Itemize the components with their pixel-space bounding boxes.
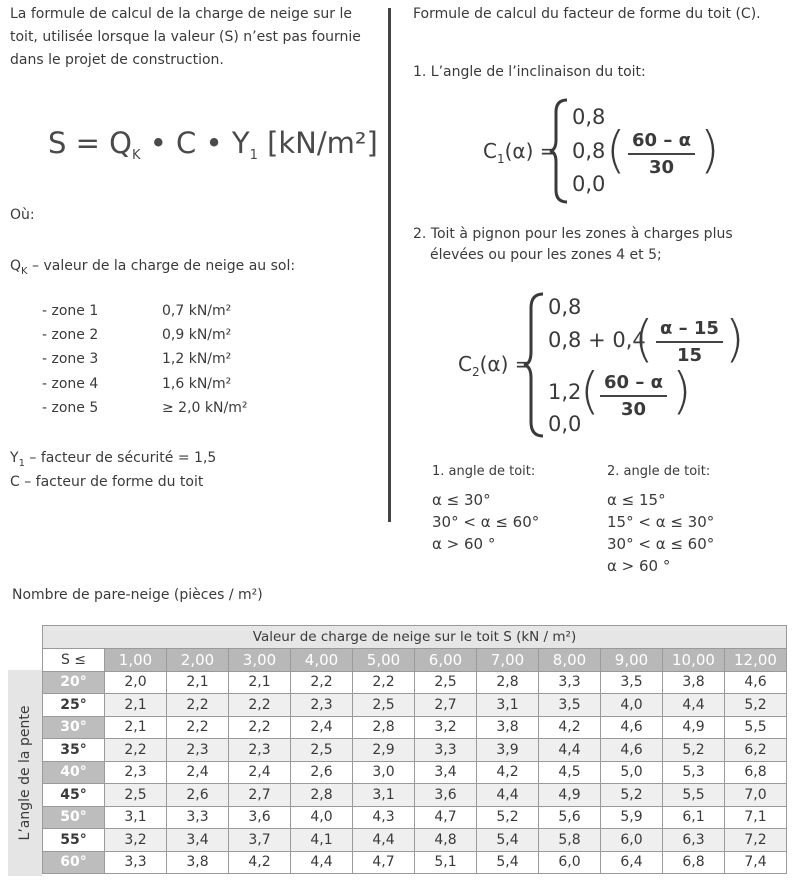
table-row (43, 784, 787, 807)
value-cell: 2,6 (167, 784, 229, 807)
c2-close-paren-2: ) (672, 362, 692, 420)
angle-cell: 20° (43, 671, 105, 694)
value-cell: 2,8 (291, 784, 353, 807)
column-header: 5,00 (353, 649, 415, 672)
ou-label: Où: (10, 207, 35, 223)
qk-definition (10, 255, 295, 283)
value-cell: 4,8 (415, 829, 477, 852)
angle-cell: 45° (43, 784, 105, 807)
value-cell: 6,8 (663, 851, 725, 874)
value-cell: 2,3 (291, 694, 353, 717)
value-cell: 5,4 (477, 829, 539, 852)
column-header: 8,00 (539, 649, 601, 672)
value-cell: 2,2 (291, 671, 353, 694)
value-cell: 2,2 (105, 739, 167, 762)
formula-1-sub: 1 (249, 148, 258, 163)
value-cell: 2,3 (105, 761, 167, 784)
value-cell: 2,1 (105, 716, 167, 739)
c1-lhs (483, 139, 557, 166)
value-cell: 2,5 (291, 739, 353, 762)
value-cell: 5,2 (725, 694, 787, 717)
column-header: 10,00 (663, 649, 725, 672)
c1-c: C (483, 139, 497, 163)
table-row (43, 671, 787, 694)
column-divider (388, 8, 391, 522)
y1-y: Y (10, 450, 19, 466)
c1-close-paren: ) (700, 121, 720, 179)
value-cell: 2,3 (167, 739, 229, 762)
c1-open-paren: ( (606, 121, 626, 179)
value-cell: 3,3 (539, 671, 601, 694)
value-cell: 6,2 (725, 739, 787, 762)
table-title: Valeur de charge de neige sur le toit S (kN / m²) (43, 626, 787, 649)
value-cell: 2,4 (229, 761, 291, 784)
value-cell: 4,4 (539, 739, 601, 762)
value-cell: 4,6 (601, 716, 663, 739)
item-2-line-2: élevées ou pour les zones 4 et 5; (430, 247, 662, 263)
value-cell: 7,0 (725, 784, 787, 807)
column-header: 12,00 (725, 649, 787, 672)
zone-label: - zone 1 (42, 303, 99, 319)
value-cell: 5,9 (601, 806, 663, 829)
c1-brace-icon (548, 98, 570, 204)
angle-cell: 60° (43, 851, 105, 874)
c1-denominator: 30 (648, 157, 674, 178)
value-cell: 6,4 (601, 851, 663, 874)
value-cell: 2,1 (105, 694, 167, 717)
zone-label: - zone 4 (42, 376, 99, 392)
value-cell: 5,2 (477, 806, 539, 829)
value-cell: 2,8 (477, 671, 539, 694)
table-row (43, 761, 787, 784)
cond1-list (432, 489, 539, 555)
cond2-list (607, 489, 714, 577)
column-header: 1,00 (105, 649, 167, 672)
value-cell: 4,7 (353, 851, 415, 874)
table-title-row (43, 626, 787, 649)
qk-text: – valeur de la charge de neige au sol: (27, 258, 296, 274)
c2-sub: 2 (471, 365, 480, 379)
value-cell: 4,6 (601, 739, 663, 762)
value-cell: 3,9 (477, 739, 539, 762)
value-cell: 3,2 (105, 829, 167, 852)
zone-label: - zone 3 (42, 351, 99, 367)
value-cell: 4,3 (353, 806, 415, 829)
qk-k-sub: K (21, 265, 28, 277)
zone-value: 1,2 kN/m² (162, 351, 232, 367)
zone-value: ≥ 2,0 kN/m² (162, 400, 248, 416)
value-cell: 4,4 (291, 851, 353, 874)
value-cell: 4,2 (477, 761, 539, 784)
y1-text: – facteur de sécurité = 1,5 (24, 450, 217, 466)
angle-cell: 35° (43, 739, 105, 762)
cond2-item: α > 60 ° (607, 557, 671, 575)
c1-sub: 1 (496, 152, 505, 166)
value-cell: 4,2 (539, 716, 601, 739)
formula-unit: [kN/m²] (257, 126, 378, 160)
value-cell: 2,3 (229, 739, 291, 762)
column-header: 4,00 (291, 649, 353, 672)
value-cell: 3,1 (353, 784, 415, 807)
value-cell: 4,2 (229, 851, 291, 874)
value-cell: 3,6 (229, 806, 291, 829)
cond2-item: 30° < α ≤ 60° (607, 535, 715, 553)
value-cell: 4,9 (663, 716, 725, 739)
c1-line-3: 0,0 (572, 172, 606, 196)
c2-line-2: 0,8 + 0,4 (548, 328, 646, 352)
angle-cell: 25° (43, 694, 105, 717)
value-cell: 6,3 (663, 829, 725, 852)
c2-lhs (458, 352, 532, 379)
value-cell: 2,5 (105, 784, 167, 807)
value-cell: 2,7 (229, 784, 291, 807)
c2-line-1: 0,8 (548, 295, 582, 319)
value-cell: 4,4 (477, 784, 539, 807)
table-row (43, 829, 787, 852)
value-cell: 2,2 (167, 694, 229, 717)
value-cell: 2,2 (167, 716, 229, 739)
value-cell: 2,4 (167, 761, 229, 784)
item-2-line-1: 2. Toit à pignon pour les zones à charges plus (413, 226, 733, 242)
cond2-title: 2. angle de toit: (607, 464, 711, 479)
cond1-item: α > 60 ° (432, 535, 496, 553)
c2-denominator-2: 30 (620, 399, 646, 420)
cond1-item: α ≤ 30° (432, 491, 491, 509)
value-cell: 2,8 (353, 716, 415, 739)
zone-value: 1,6 kN/m² (162, 376, 232, 392)
value-cell: 4,0 (291, 806, 353, 829)
c2-open-paren-2: ( (580, 362, 600, 420)
value-cell: 2,7 (415, 694, 477, 717)
angle-cell: 30° (43, 716, 105, 739)
value-cell: 2,1 (229, 671, 291, 694)
intro-text (10, 3, 380, 72)
value-cell: 5,5 (725, 716, 787, 739)
item-1-label: 1. L’angle de l’inclinaison du toit: (413, 64, 646, 80)
c1-line-1: 0,8 (572, 105, 606, 129)
value-cell: 3,2 (415, 716, 477, 739)
c2-c: C (458, 352, 472, 376)
zone-label: - zone 2 (42, 327, 99, 343)
table-row (43, 806, 787, 829)
c1-arg: (α) = (504, 139, 557, 163)
value-cell: 2,4 (291, 716, 353, 739)
c2-line-3: 1,2 (548, 380, 582, 404)
table-row (43, 694, 787, 717)
cond1-item: 30° < α ≤ 60° (432, 513, 540, 531)
value-cell: 4,0 (601, 694, 663, 717)
side-label: L’angle de la pente (17, 705, 33, 841)
c2-numerator-1: α – 15 (656, 318, 723, 343)
intro-line: toit, utilisée lorsque la valeur (S) n’est pas fournie (10, 29, 361, 45)
value-cell: 3,6 (415, 784, 477, 807)
value-cell: 7,2 (725, 829, 787, 852)
intro-line: dans le projet de construction. (10, 52, 224, 68)
value-cell: 2,5 (353, 694, 415, 717)
value-cell: 3,1 (477, 694, 539, 717)
c1-line-2: 0,8 (572, 139, 606, 163)
value-cell: 3,8 (167, 851, 229, 874)
value-cell: 5,2 (601, 784, 663, 807)
c1-fraction (628, 130, 695, 178)
c2-line-4: 0,0 (548, 412, 582, 436)
cond1-title: 1. angle de toit: (432, 464, 536, 479)
formula-k-sub: K (131, 148, 141, 163)
value-cell: 5,1 (415, 851, 477, 874)
column-header: 2,00 (167, 649, 229, 672)
cond2-item: 15° < α ≤ 30° (607, 513, 715, 531)
formula-mid: • C • Y (140, 126, 250, 160)
value-cell: 6,0 (601, 829, 663, 852)
column-header: 7,00 (477, 649, 539, 672)
table-row (43, 716, 787, 739)
c2-fraction-2 (600, 372, 667, 420)
value-cell: 7,4 (725, 851, 787, 874)
column-header: 6,00 (415, 649, 477, 672)
value-cell: 2,2 (353, 671, 415, 694)
c1-numerator: 60 – α (628, 130, 695, 155)
value-cell: 2,5 (415, 671, 477, 694)
value-cell: 4,4 (663, 694, 725, 717)
value-cell: 3,8 (663, 671, 725, 694)
c2-open-paren-1: ( (634, 310, 654, 368)
column-header: 9,00 (601, 649, 663, 672)
value-cell: 3,0 (353, 761, 415, 784)
intro-line: La formule de calcul de la charge de neige sur le (10, 6, 352, 22)
value-cell: 3,5 (601, 671, 663, 694)
angle-cell: 55° (43, 829, 105, 852)
c2-numerator-2: 60 – α (600, 372, 667, 397)
value-cell: 5,6 (539, 806, 601, 829)
right-title: Formule de calcul du facteur de forme du toit (C). (413, 6, 761, 22)
value-cell: 3,3 (105, 851, 167, 874)
value-cell: 5,2 (663, 739, 725, 762)
c2-brace-icon (522, 292, 546, 438)
qk-q: Q (10, 258, 22, 274)
c2-arg: (α) = (479, 352, 532, 376)
table-row (43, 739, 787, 762)
value-cell: 7,1 (725, 806, 787, 829)
c2-denominator-1: 15 (676, 345, 702, 366)
column-header: 3,00 (229, 649, 291, 672)
value-cell: 5,0 (601, 761, 663, 784)
table-caption: Nombre de pare-neige (pièces / m²) (12, 587, 263, 603)
value-cell: 3,8 (477, 716, 539, 739)
zone-value: 0,7 kN/m² (162, 303, 232, 319)
cond2-item: α ≤ 15° (607, 491, 666, 509)
value-cell: 3,1 (105, 806, 167, 829)
value-cell: 2,2 (229, 694, 291, 717)
table-header-row (43, 649, 787, 672)
value-cell: 6,8 (725, 761, 787, 784)
value-cell: 2,1 (167, 671, 229, 694)
y1-sub: 1 (18, 457, 25, 469)
c-definition: C – facteur de forme du toit (10, 474, 204, 490)
value-cell: 3,4 (167, 829, 229, 852)
value-cell: 3,3 (167, 806, 229, 829)
value-cell: 3,7 (229, 829, 291, 852)
table-row (43, 851, 787, 874)
value-cell: 4,6 (725, 671, 787, 694)
value-cell: 4,1 (291, 829, 353, 852)
value-cell: 4,4 (353, 829, 415, 852)
c2-close-paren-1: ) (725, 310, 745, 368)
angle-cell: 50° (43, 806, 105, 829)
value-cell: 2,6 (291, 761, 353, 784)
value-cell: 5,8 (539, 829, 601, 852)
value-cell: 4,7 (415, 806, 477, 829)
zone-label: - zone 5 (42, 400, 99, 416)
value-cell: 4,5 (539, 761, 601, 784)
angle-cell: 40° (43, 761, 105, 784)
zone-value: 0,9 kN/m² (162, 327, 232, 343)
value-cell: 6,0 (539, 851, 601, 874)
value-cell: 2,9 (353, 739, 415, 762)
formula-s: S = Q (48, 126, 132, 160)
value-cell: 5,4 (477, 851, 539, 874)
c2-fraction-1 (656, 318, 723, 366)
value-cell: 2,0 (105, 671, 167, 694)
value-cell: 3,5 (539, 694, 601, 717)
s-label: S ≤ (43, 649, 105, 672)
value-cell: 2,2 (229, 716, 291, 739)
value-cell: 5,3 (663, 761, 725, 784)
snow-guard-table (42, 625, 787, 874)
value-cell: 4,9 (539, 784, 601, 807)
value-cell: 3,3 (415, 739, 477, 762)
value-cell: 6,1 (663, 806, 725, 829)
value-cell: 3,4 (415, 761, 477, 784)
snow-load-formula (48, 126, 378, 163)
value-cell: 5,5 (663, 784, 725, 807)
